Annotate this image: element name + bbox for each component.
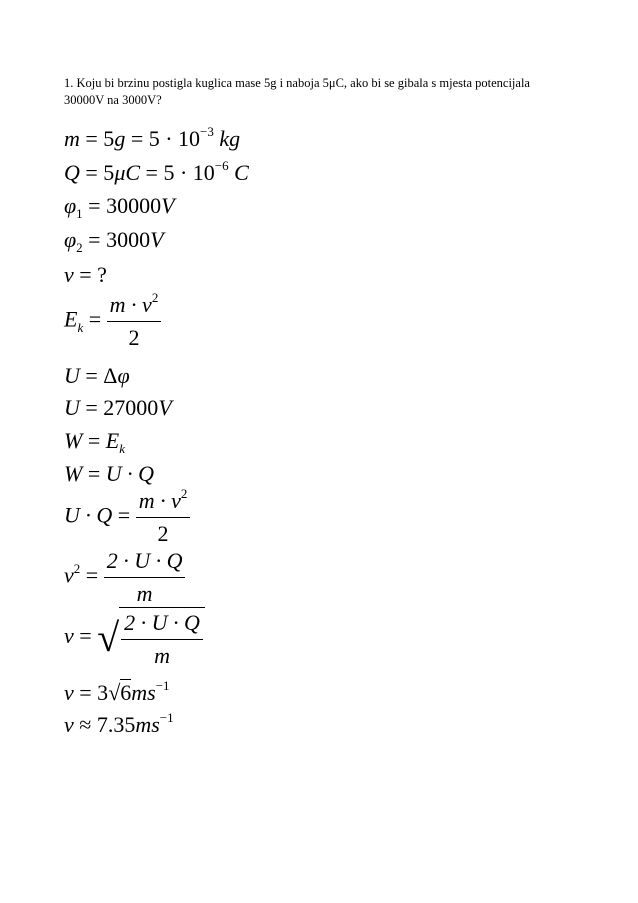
eq-var: v xyxy=(64,562,74,588)
eq-text: = 3 xyxy=(73,680,109,705)
eq-exponent: −1 xyxy=(155,678,170,693)
fraction-denominator: 2 xyxy=(157,521,169,546)
eq-mu: μ xyxy=(114,160,126,185)
eq-var: E xyxy=(64,306,78,332)
eq-text: = 5 xyxy=(85,126,115,151)
velocity-exact-result xyxy=(64,680,170,706)
eq-subscript: k xyxy=(77,319,84,335)
fraction-denominator: m xyxy=(136,581,153,606)
eq-unit: g xyxy=(114,126,126,151)
eq-var: m xyxy=(64,126,80,151)
problem-statement xyxy=(64,75,584,109)
eq-unit: C xyxy=(228,160,249,185)
eq-var: φ xyxy=(64,227,77,252)
fraction xyxy=(121,610,203,669)
voltage-value xyxy=(64,395,172,421)
eq-var: φ xyxy=(64,193,77,218)
eq-subscript: k xyxy=(119,441,125,456)
eq-text: = xyxy=(80,562,104,588)
eq-var: φ xyxy=(117,363,130,388)
eq-text: = Δ xyxy=(79,363,118,388)
eq-var: v xyxy=(64,262,74,287)
energy-balance-equation xyxy=(64,488,190,547)
potential-2-equation xyxy=(64,227,164,253)
eq-exponent: −6 xyxy=(214,158,229,173)
eq-var: U · Q xyxy=(64,502,113,528)
eq-var: v xyxy=(64,623,74,649)
radical-sign: √ xyxy=(97,615,120,660)
fraction-numerator: m · v xyxy=(109,292,152,317)
eq-var: U · Q xyxy=(105,461,155,486)
eq-unit: C xyxy=(125,160,141,185)
eq-exponent: −3 xyxy=(200,124,214,139)
eq-text: = xyxy=(82,461,106,486)
fraction-numerator: 2 · U · Q xyxy=(121,610,203,640)
eq-text: = 5 · 10 xyxy=(130,126,201,151)
fraction-denominator: 2 xyxy=(128,325,140,350)
velocity-root-equation xyxy=(64,607,205,669)
radicand: 6 xyxy=(120,680,132,705)
charge-equation xyxy=(64,160,249,186)
eq-unit: kg xyxy=(213,126,241,151)
eq-text: = 30000 xyxy=(88,193,162,218)
eq-var: W xyxy=(64,428,83,453)
radical-sign: √ xyxy=(108,680,121,705)
work-energy-equation xyxy=(64,428,125,454)
eq-subscript: 2 xyxy=(76,240,83,255)
velocity-approx-result xyxy=(64,712,174,738)
eq-text: = 5 · 10 xyxy=(145,160,215,185)
eq-text: = xyxy=(88,306,107,332)
fraction-denominator: m xyxy=(154,643,170,668)
eq-var: v xyxy=(64,680,74,705)
eq-var: v xyxy=(64,712,74,737)
eq-text: = 3000 xyxy=(88,227,151,252)
velocity-unknown xyxy=(64,262,107,288)
square-root xyxy=(97,607,205,669)
eq-var: Q xyxy=(64,160,80,185)
eq-exponent: −1 xyxy=(159,710,174,725)
velocity-squared-equation xyxy=(64,548,185,607)
eq-text: = xyxy=(82,428,106,453)
eq-text: = xyxy=(112,502,136,528)
fraction xyxy=(104,548,186,607)
eq-text: ≈ 7.35 xyxy=(73,712,136,737)
eq-unit: ms xyxy=(135,712,160,737)
eq-exponent: 2 xyxy=(73,560,81,576)
fraction xyxy=(136,488,191,547)
eq-text: = 5 xyxy=(85,160,115,185)
problem-line-1: 1. Koju bi brzinu postigla kuglica mase 5g i naboja 5μC, ako bi se gibala s mjesta potencijala xyxy=(64,76,530,90)
eq-text: = xyxy=(73,623,98,649)
potential-1-equation xyxy=(64,193,175,219)
fraction xyxy=(107,292,162,351)
eq-exponent: 2 xyxy=(180,486,188,501)
eq-var: E xyxy=(105,428,120,453)
eq-text: = 27000 xyxy=(79,395,159,420)
eq-exponent: 2 xyxy=(151,290,159,305)
eq-text: = ? xyxy=(73,262,107,287)
fraction-numerator: m · v xyxy=(138,488,181,513)
eq-unit: ms xyxy=(131,680,156,705)
eq-unit: V xyxy=(158,395,172,420)
eq-var: W xyxy=(64,461,83,486)
kinetic-energy-formula xyxy=(64,292,161,351)
mass-equation xyxy=(64,126,240,152)
eq-subscript: 1 xyxy=(76,206,83,221)
eq-var: U xyxy=(64,363,80,388)
work-voltage-equation xyxy=(64,461,154,487)
eq-unit: V xyxy=(150,227,164,252)
problem-line-2: 30000V na 3000V? xyxy=(64,93,162,107)
fraction-numerator: 2 · U · Q xyxy=(104,548,186,578)
eq-unit: V xyxy=(161,193,175,218)
eq-var: U xyxy=(64,395,80,420)
voltage-definition xyxy=(64,363,130,389)
